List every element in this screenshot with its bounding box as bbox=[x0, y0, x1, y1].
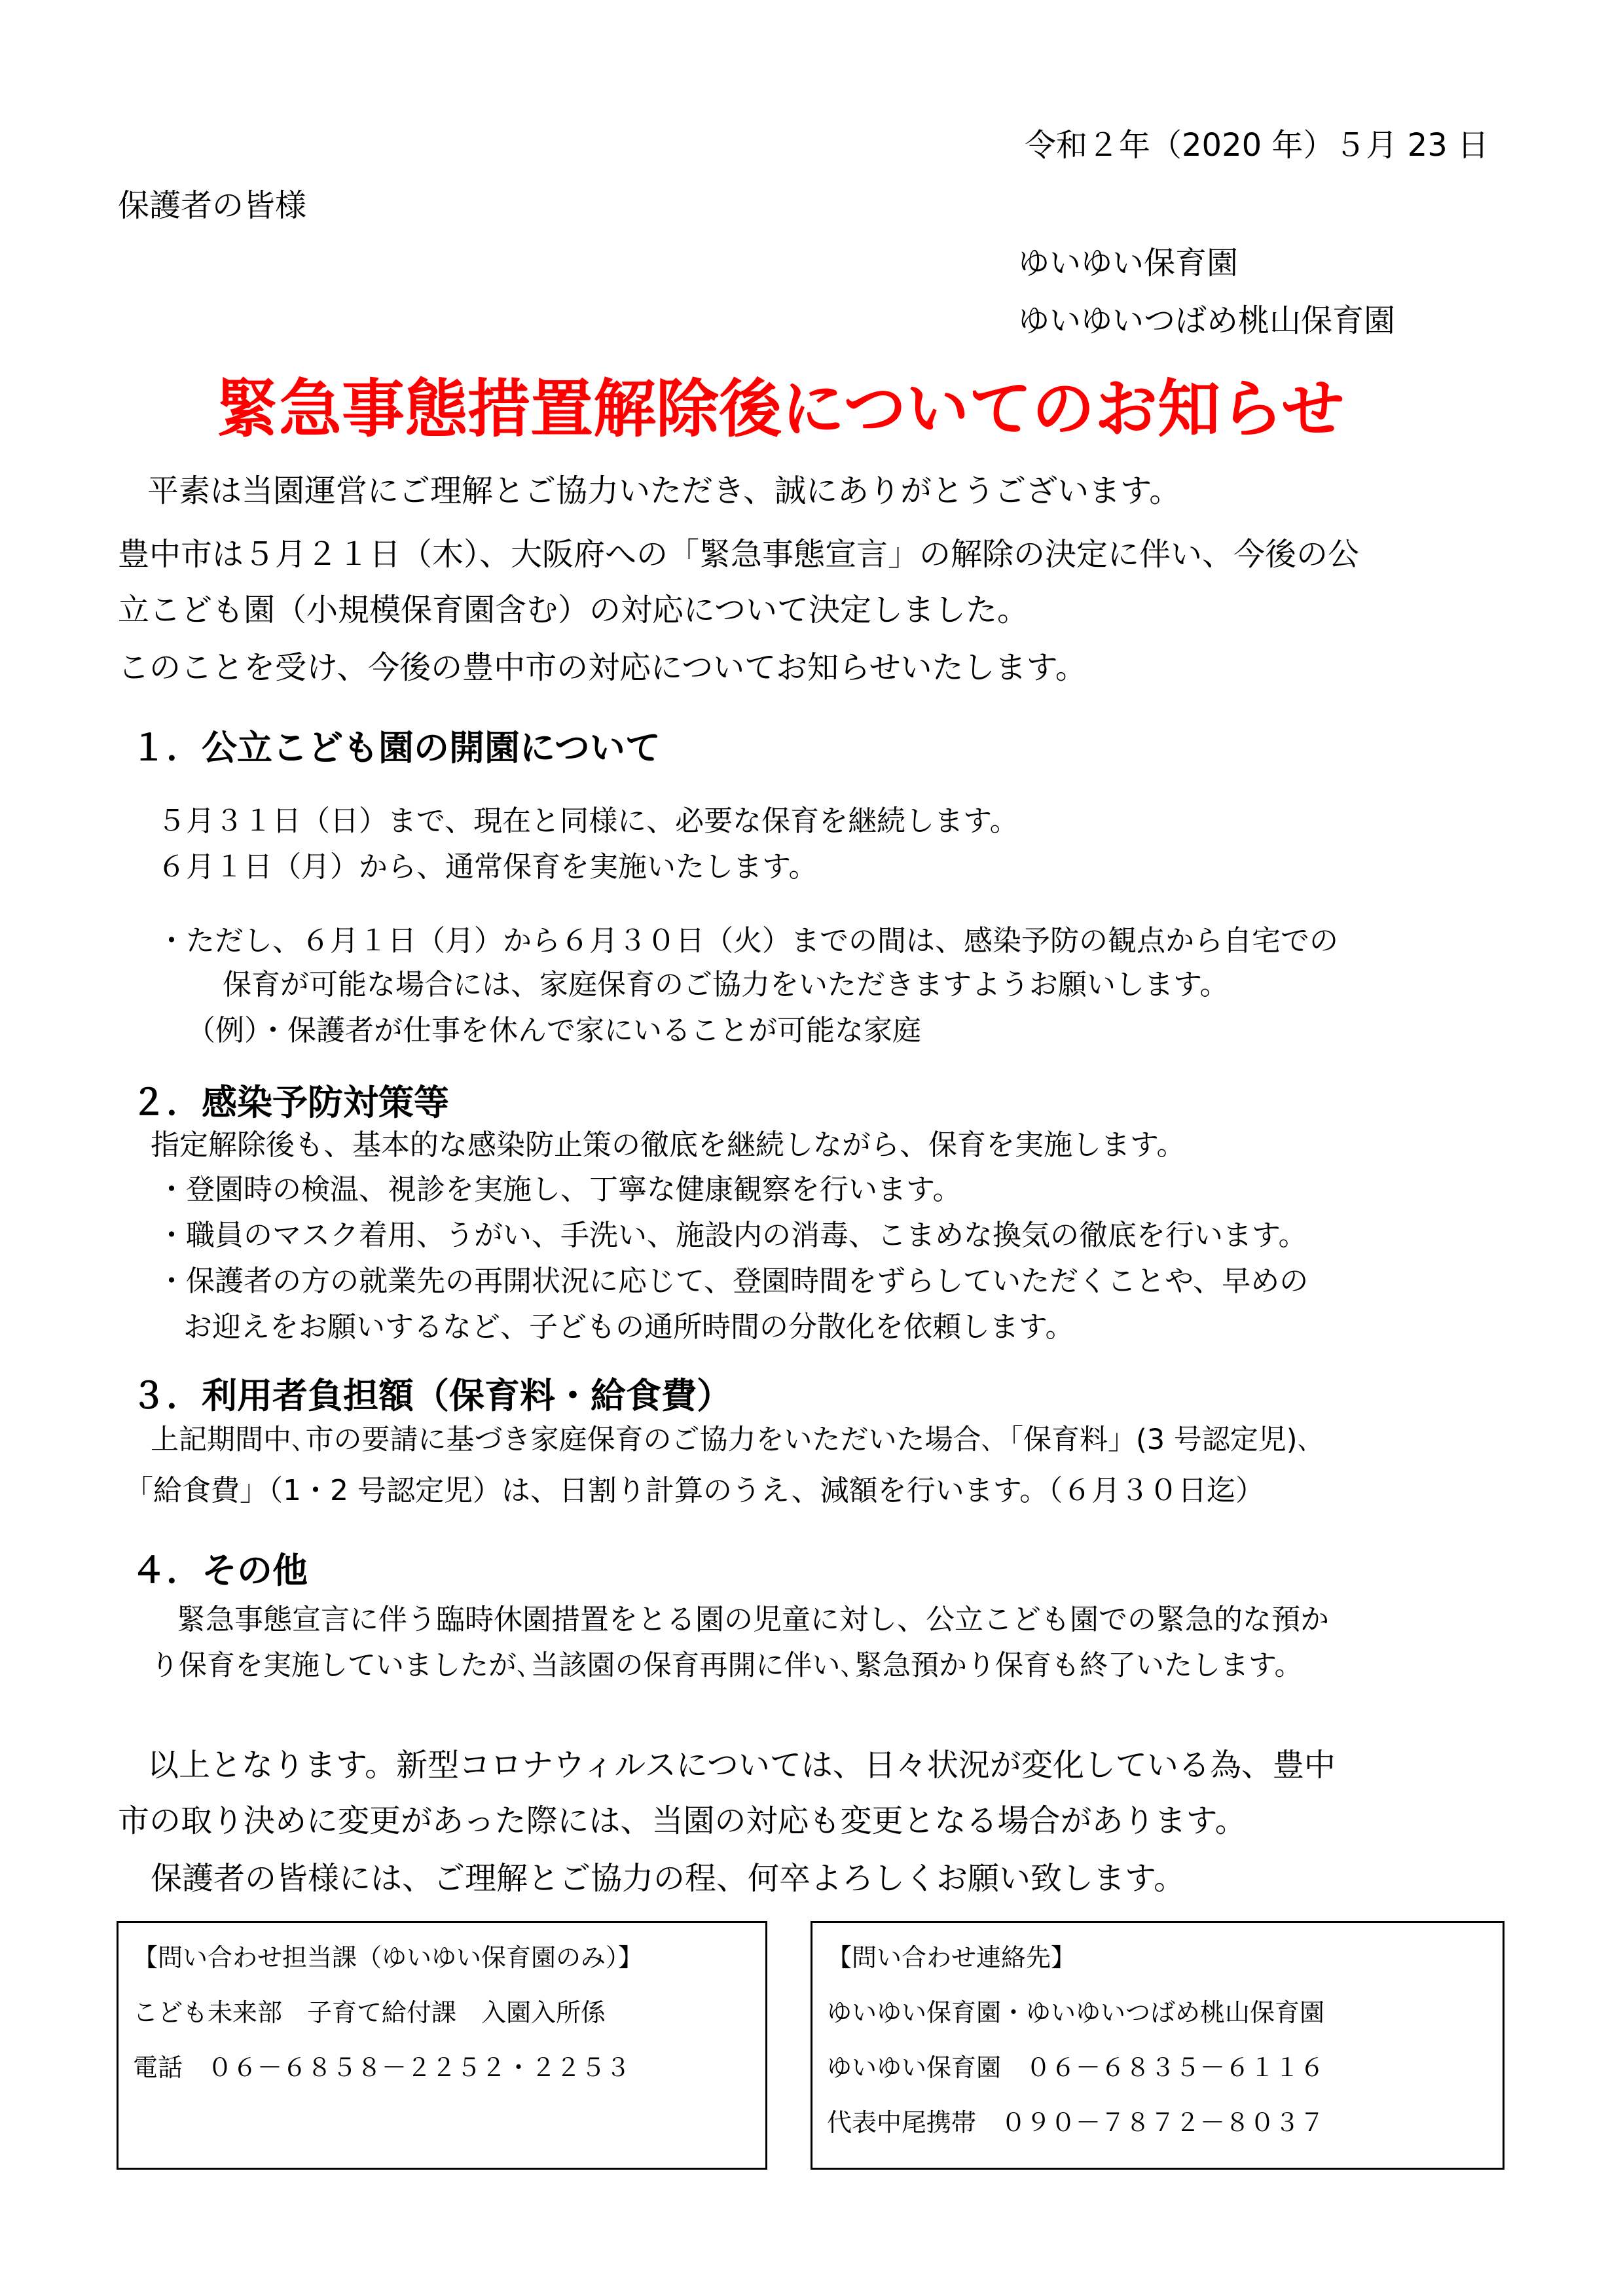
intro-line: 豊中市は５月２１日（木）、大阪府への「緊急事態宣言」の解除の決定に伴い、今後の公 bbox=[118, 536, 1360, 573]
closing-line: 市の取り決めに変更があった際には、当園の対応も変更となる場合があります。 bbox=[118, 1803, 1247, 1839]
intro-line: このことを受け、今後の豊中市の対応についてお知らせいたします。 bbox=[118, 649, 1087, 686]
intro-line: 平素は当園運営にご理解とご協力いただき、誠にありがとうございます。 bbox=[147, 473, 1181, 509]
section-line: （例）・保護者が仕事を休んで家にいることが可能な家庭 bbox=[187, 1014, 921, 1047]
addressee: 保護者の皆様 bbox=[118, 187, 307, 224]
section-line: ・保護者の方の就業先の再開状況に応じて、登園時間をずらしていただくことや、早めの bbox=[157, 1265, 1309, 1298]
section-line: ５月３１日（日）まで、現在と同様に、必要な保育を継続します。 bbox=[157, 804, 1019, 838]
contact-box-title: 【問い合わせ連絡先】 bbox=[827, 1943, 1076, 1972]
contact-phone: ゆいゆい保育園 ０６－６８３５－６１１６ bbox=[827, 2053, 1325, 2082]
contact-phone: 電話 ０６－６８５８－２２５２・２２５３ bbox=[133, 2053, 631, 2082]
contact-box-title: 【問い合わせ担当課（ゆいゆい保育園のみ）】 bbox=[133, 1943, 644, 1972]
section-line: 上記期間中､市の要請に基づき家庭保育のご協力をいただいた場合､「保育料」(3 号認定児)､ bbox=[151, 1424, 1312, 1456]
contact-box-nursery bbox=[811, 1921, 1504, 2170]
page-title: 緊急事態措置解除後についてのお知らせ bbox=[216, 372, 1345, 446]
section-line: 「給食費」（1・2 号認定児）は、日割り計算のうえ、減額を行います。（６月３０日迄） bbox=[124, 1474, 1265, 1507]
date: 令和２年（2020 年）５月 23 日 bbox=[1025, 127, 1489, 164]
sender-name-1: ゆいゆい保育園 bbox=[1018, 245, 1239, 281]
closing-line: 保護者の皆様には、ご理解とご協力の程、何卒よろしくお願い致します。 bbox=[151, 1860, 1186, 1897]
contact-phone: 代表中尾携帯 ０９０－７８７２－８０３７ bbox=[827, 2108, 1325, 2137]
section-line: ・ただし、６月１日（月）から６月３０日（火）までの間は、感染予防の観点から自宅での bbox=[157, 924, 1338, 958]
contact-box-department bbox=[117, 1921, 767, 2170]
closing-line: 以上となります。新型コロナウィルスについては、日々状況が変化している為、豊中 bbox=[147, 1747, 1336, 1784]
section-line: 緊急事態宣言に伴う臨時休園措置をとる園の児童に対し、公立こども園での緊急的な預か bbox=[177, 1603, 1329, 1636]
section-heading: ３．利用者負担額（保育料・給食費） bbox=[131, 1375, 732, 1416]
section-heading: ２．感染予防対策等 bbox=[131, 1082, 449, 1123]
contact-box-line: ゆいゆい保育園・ゆいゆいつばめ桃山保育園 bbox=[827, 1998, 1325, 2027]
section-heading: ４．その他 bbox=[131, 1550, 308, 1591]
section-line: り保育を実施していましたが､当該園の保育再開に伴い､緊急預かり保育も終了いたします。 bbox=[151, 1649, 1303, 1682]
intro-line: 立こども園（小規模保育園含む）の対応について決定しました。 bbox=[118, 592, 1029, 628]
contact-box-line: こども未来部 子育て給付課 入園入所係 bbox=[133, 1998, 606, 2027]
section-heading: １．公立こども園の開園について bbox=[131, 727, 661, 768]
section-line: ・登園時の検温、視診を実施し、丁寧な健康観察を行います。 bbox=[157, 1173, 962, 1206]
section-line: ・職員のマスク着用、うがい、手洗い、施設内の消毒、こまめな換気の徹底を行います。 bbox=[157, 1219, 1307, 1252]
section-line: ６月１日（月）から、通常保育を実施いたします。 bbox=[157, 850, 818, 884]
section-line: 指定解除後も、基本的な感染防止策の徹底を継続しながら、保育を実施します。 bbox=[151, 1128, 1186, 1162]
section-line: お迎えをお願いするなど、子どもの通所時間の分散化を依頼します。 bbox=[183, 1310, 1074, 1344]
section-line: 保育が可能な場合には、家庭保育のご協力をいただきますようお願いします。 bbox=[223, 968, 1229, 1001]
sender-name-2: ゆいゆいつばめ桃山保育園 bbox=[1018, 302, 1396, 339]
